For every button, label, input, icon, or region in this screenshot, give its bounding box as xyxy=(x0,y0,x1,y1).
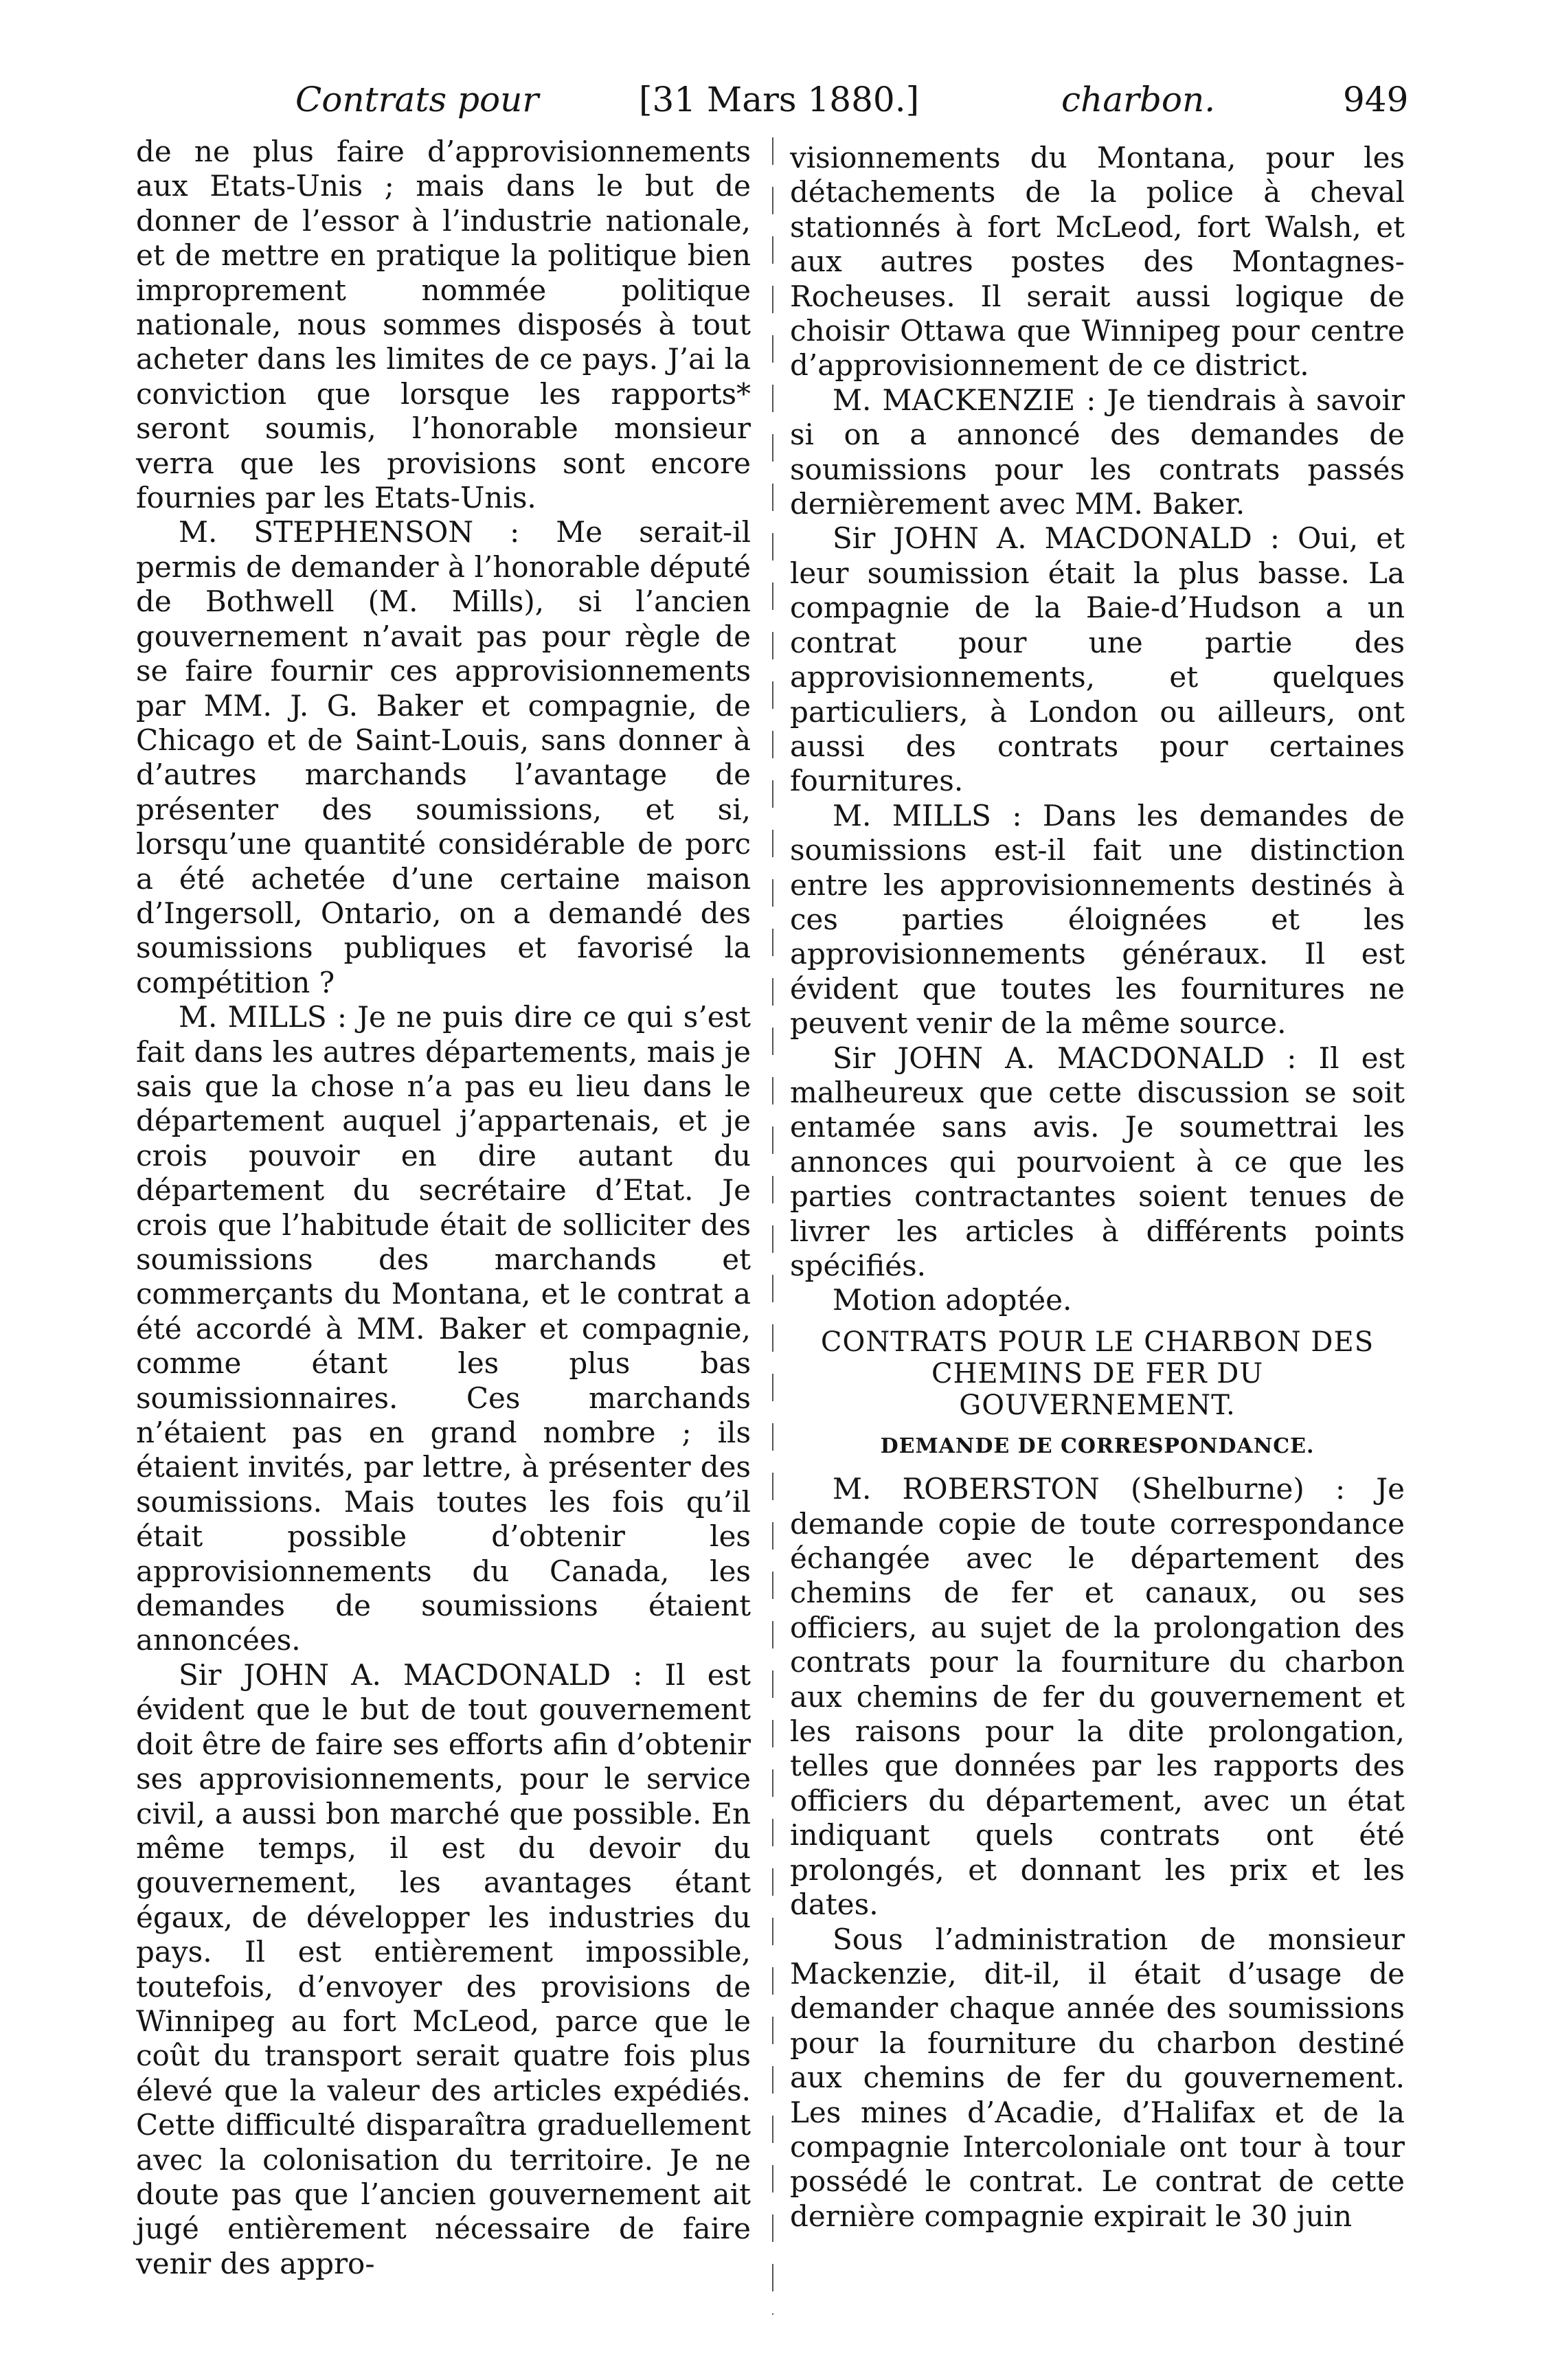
running-header xyxy=(295,72,1422,127)
paragraph: Sir JOHN A. MACDONALD : Il est malheureux que cette discussion se soit entamée sans avis. Je soumettrai les annonces qui pourvoient à ce que les parties contractantes soient tenues de livrer les articles à différents points spécifiés. xyxy=(790,1041,1405,1282)
header-right: charbon. xyxy=(1061,80,1216,120)
paragraph: M. ROBERSTON (Shelburne) : Je demande copie de toute correspondance échangée avec le département des chemins de fer et canaux, ou ses officiers, au sujet de la prolongation des contrats pour la fourniture du charbon aux chemins de fer du gouvernement et les raisons pour la dite prolongation, telles que données par les rapports des officiers du département, avec un état indiquant quels contrats ont été prolongés, et donnant les prix et les dates. xyxy=(790,1472,1405,1922)
paragraph: Motion adoptée. xyxy=(833,1283,1072,1317)
paragraph: Sous l’administration de monsieur Mackenzie, dit-il, il était d’usage de demander chaque année des soumissions pour la fourniture du charbon destiné aux chemins de fer du gouvernement. Les mines d’Acadie, d’Halifax et de la compagnie Intercoloniale ont tour à tour possédé le contrat. Le contrat de cette dernière compagnie expirait le 30 juin xyxy=(790,1922,1405,2233)
paragraph: M. STEPHENSON : Me serait-il permis de demander à l’honorable député de Bothwell (M. Mills), si l’ancien gouvernement n’avait pas pour règle de se faire fournir ces approvisionnements par MM. J. G. Baker et compagnie, de Chicago et de Saint-Louis, sans donner à d’autres marchands l’avantage de présenter des soumissions, et si, lorsqu’une quantité considérable de porc a été achetée d’une certaine maison d’Ingersoll, Ontario, on a demandé des soumissions publiques et favorisé la compétition ? xyxy=(136,515,751,999)
column-divider xyxy=(772,137,773,2315)
page-number: 949 xyxy=(1343,80,1409,120)
header-date: [31 Mars 1880.] xyxy=(639,80,920,120)
right-column xyxy=(790,141,1405,2234)
paragraph: Sir JOHN A. MACDONALD : Oui, et leur soumission était la plus basse. La compagnie de la Baie-d’Hudson a un contrat pour une partie des approvisionnements, et quelques particuliers, à London ou ailleurs, ont aussi des contrats pour certaines fournitures. xyxy=(790,521,1405,798)
left-column xyxy=(136,135,751,2281)
paragraph: de ne plus faire d’approvisionnements aux Etats-Unis ; mais dans le but de donner de l’essor à l’industrie nationale, et de mettre en pratique la politique bien improprement nommée politique nationale, nous sommes disposés à tout acheter dans les limites de ce pays. J’ai la conviction que lorsque les rapports* seront soumis, l’honorable monsieur verra que les provisions sont encore fournies par les Etats-Unis. xyxy=(136,135,751,515)
section-heading: CONTRATS POUR LE CHARBON DES CHEMINS DE FER DU GOUVERNEMENT. xyxy=(820,1326,1375,1421)
section-subheading: DEMANDE DE CORRESPONDANCE. xyxy=(880,1433,1315,1458)
paragraph: M. MACKENZIE : Je tiendrais à savoir si on a annoncé des demandes de soumissions pour les contrats passés dernièrement avec MM. Baker. xyxy=(790,383,1405,521)
paragraph: M. MILLS : Dans les demandes de soumissions est-il fait une distinction entre les approvisionnements destinés à ces parties éloignées et les approvisionnements généraux. Il est évident que toutes les fournitures ne peuvent venir de la même source. xyxy=(790,798,1405,1041)
header-left: Contrats pour xyxy=(295,80,539,120)
paragraph: Sir JOHN A. MACDONALD : Il est évident que le but de tout gouvernement doit être de faire ses efforts afin d’obtenir ses approvisionnements, pour le service civil, a aussi bon marché que possible. En même temps, il est du devoir du gouvernement, les avantages étant égaux, de développer les industries du pays. Il est entièrement impossible, toutefois, d’envoyer des provisions de Winnipeg au fort McLeod, parce que le coût du transport serait quatre fois plus élevé que la valeur des articles expédiés. Cette difficulté disparaîtra graduellement avec la colonisation du territoire. Je ne doute pas que l’ancien gouvernement ait jugé entièrement nécessaire de faire venir des appro- xyxy=(136,1657,751,2280)
paragraph: visionnements du Montana, pour les détachements de la police à cheval stationnés à fort McLeod, fort Walsh, et aux autres postes des Montagnes-Rocheuses. Il serait aussi logique de choisir Ottawa que Winnipeg pour centre d’approvisionnement de ce district. xyxy=(790,141,1405,383)
paragraph: M. MILLS : Je ne puis dire ce qui s’est fait dans les autres départements, mais je sais que la chose n’a pas eu lieu dans le département auquel j’appartenais, et je crois pouvoir en dire autant du département du secrétaire d’Etat. Je crois que l’habitude était de solliciter des soumissions des marchands et commerçants du Montana, et le contrat a été accordé à MM. Baker et compagnie, comme étant les plus bas soumissionnaires. Ces marchands n’étaient pas en grand nombre ; ils étaient invités, par lettre, à présenter des soumissions. Mais toutes les fois qu’il était possible d’obtenir les approvisionnements du Canada, les demandes de soumissions étaient annoncées. xyxy=(136,1000,751,1657)
